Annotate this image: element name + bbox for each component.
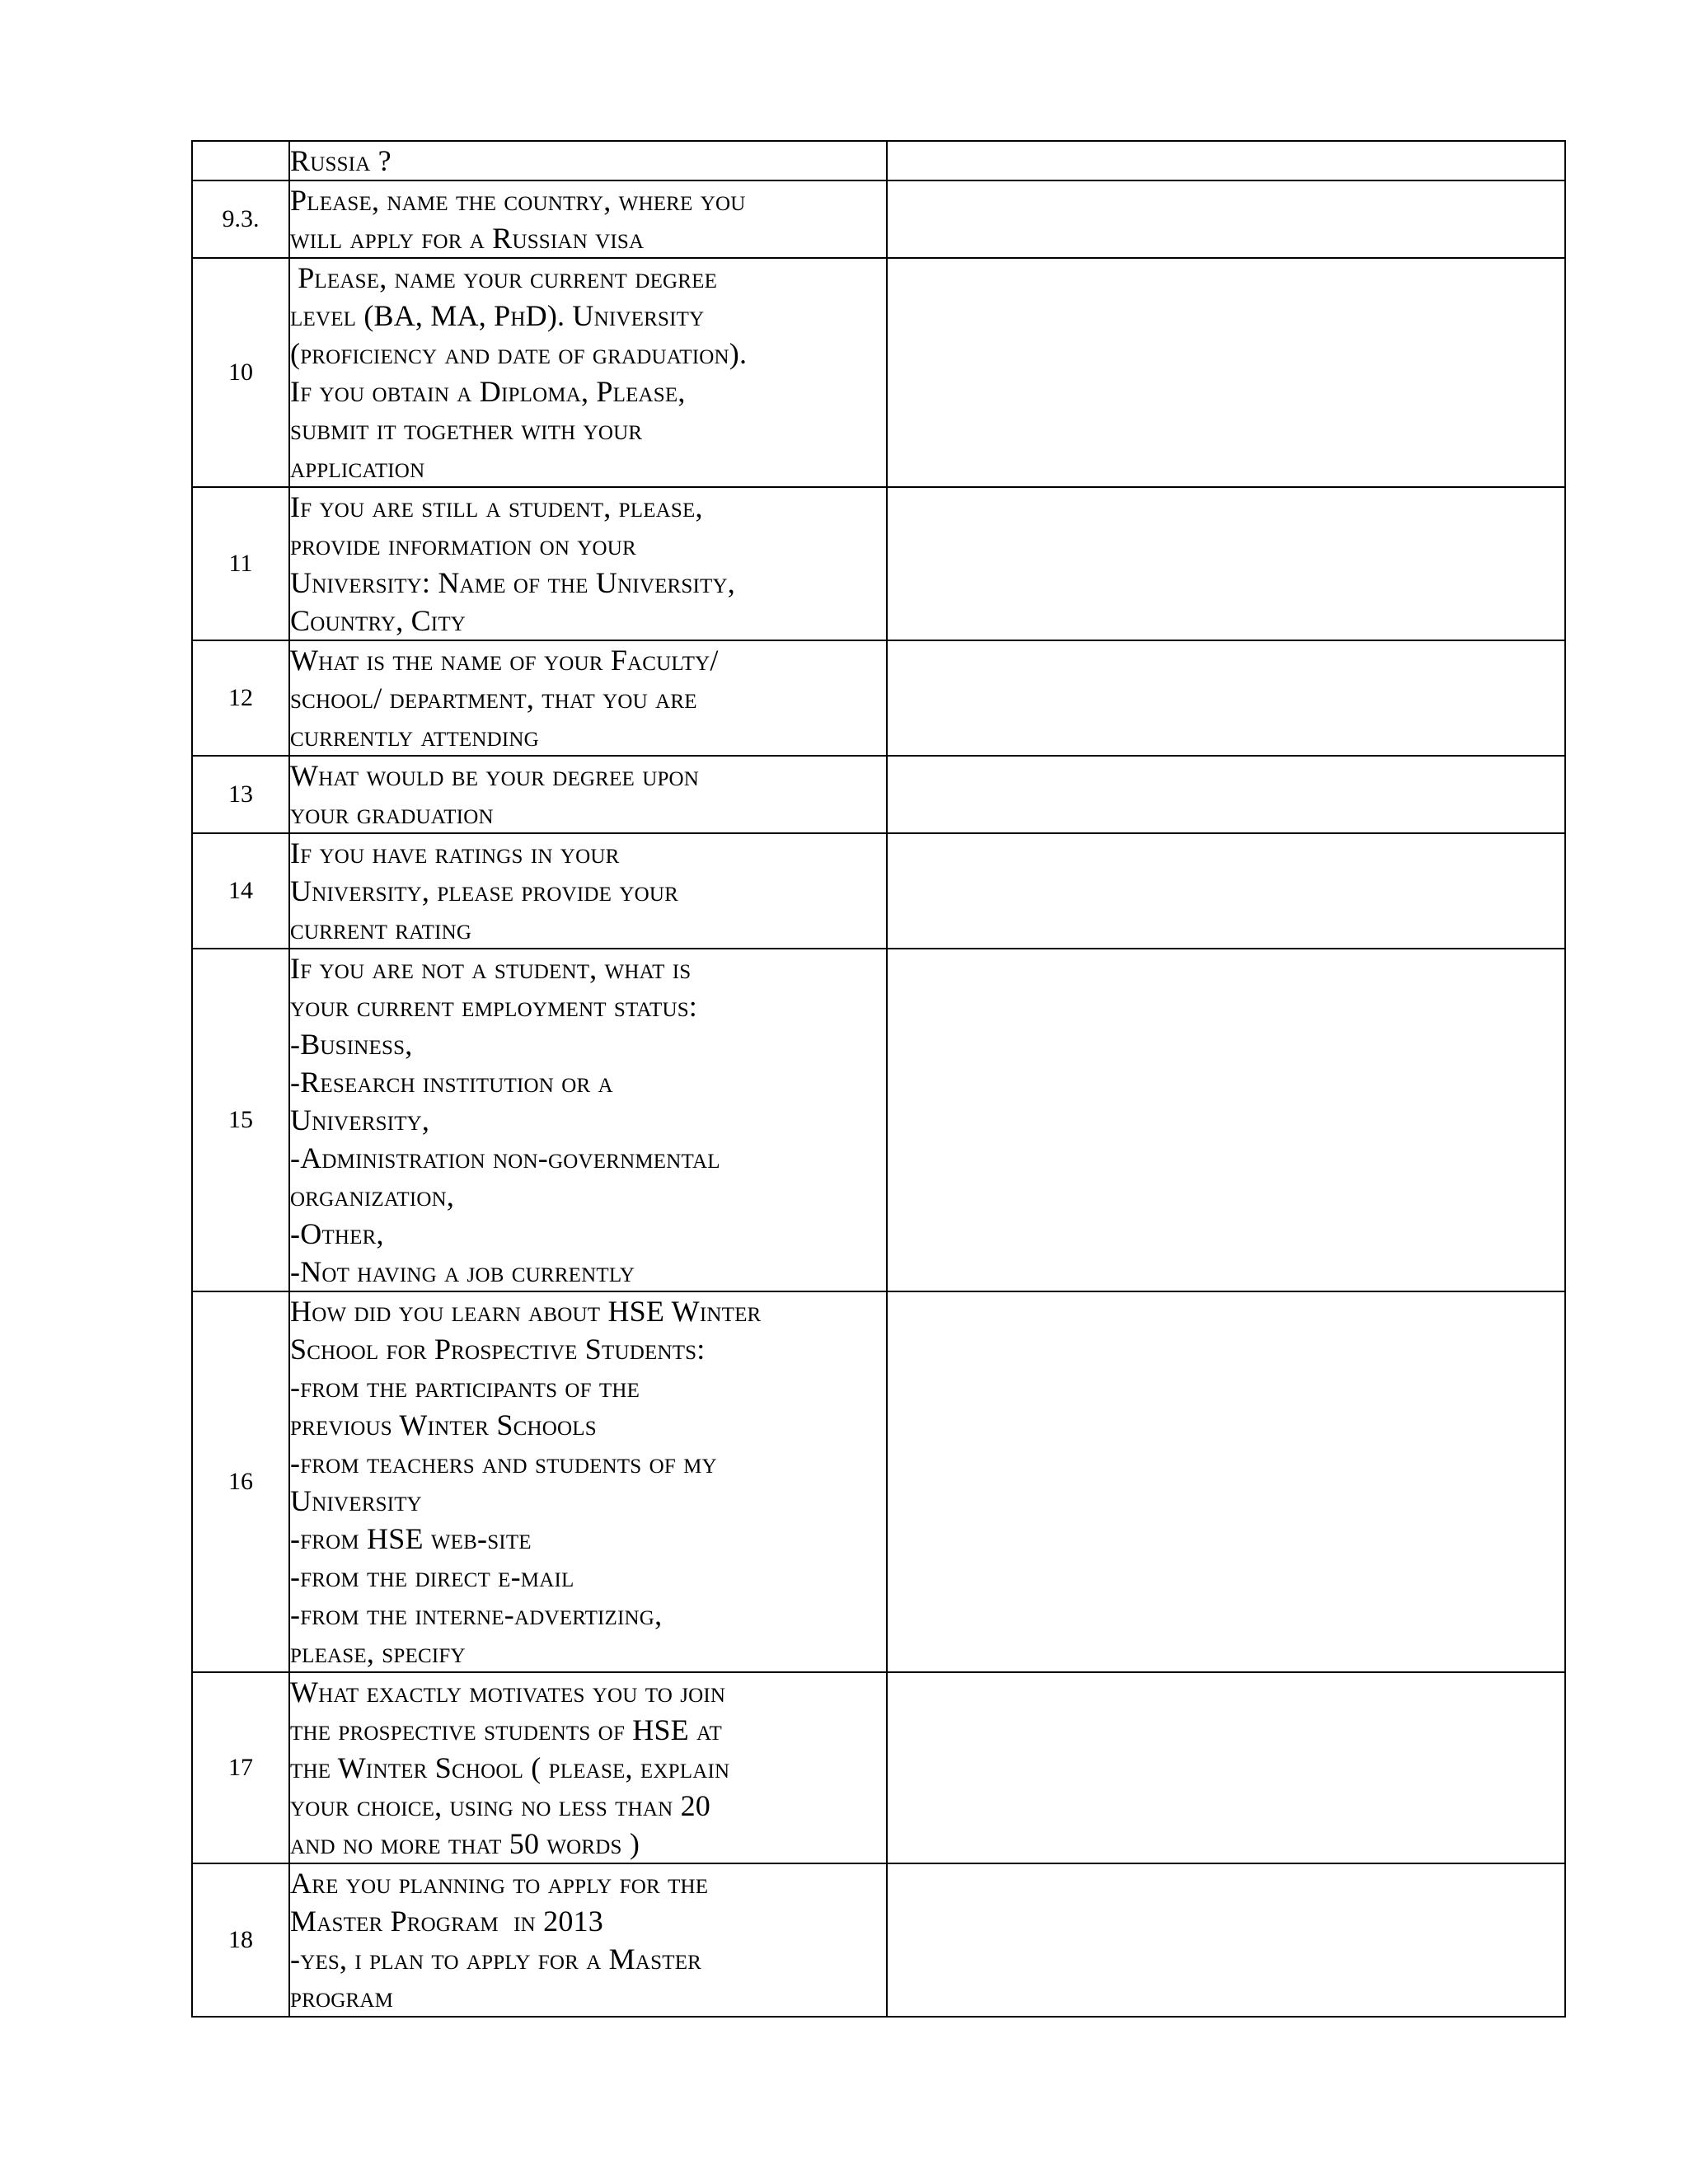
row-number: 11 <box>192 487 289 640</box>
answer-field[interactable] <box>887 949 1565 1291</box>
question-line: If you are not a student, what is <box>290 952 692 985</box>
question-line: Country, City <box>290 604 467 637</box>
question-line: provide information on your <box>290 528 636 561</box>
question-line: University: Name of the University, <box>290 566 735 599</box>
question-line: your current employment status: <box>290 990 698 1023</box>
row-number: 13 <box>192 756 289 833</box>
table-row <box>192 258 1565 487</box>
row-number: 15 <box>192 949 289 1291</box>
table-row <box>192 640 1565 756</box>
question-cell <box>289 180 887 258</box>
question-line: University, please provide your <box>290 874 678 907</box>
question-line: If you are still a student, please, <box>290 490 703 523</box>
question-line: University <box>290 1484 422 1517</box>
table-row <box>192 487 1565 640</box>
question-line: level (BA, MA, PhD). University <box>290 299 705 332</box>
answer-field[interactable] <box>887 487 1565 640</box>
row-number: 9.3. <box>192 180 289 258</box>
answer-field[interactable] <box>887 180 1565 258</box>
question-line: -Administration non-governmental <box>290 1141 720 1174</box>
question-cell <box>289 640 887 756</box>
question-cell <box>289 258 887 487</box>
question-line: -from the direct e-mail <box>290 1560 574 1593</box>
question-line: Are you planning to apply for the <box>290 1867 709 1900</box>
question-line: What exactly motivates you to join <box>290 1675 726 1708</box>
question-line: What is the name of your Faculty/ <box>290 644 719 677</box>
table-row <box>192 141 1565 180</box>
question-line: -from the participants of the <box>290 1371 640 1404</box>
question-line: previous Winter Schools <box>290 1408 597 1441</box>
question-line: If you obtain a Diploma, Please, <box>290 375 686 408</box>
answer-field[interactable] <box>887 756 1565 833</box>
question-cell <box>289 1863 887 2017</box>
table-row <box>192 180 1565 258</box>
question-cell <box>289 756 887 833</box>
question-line: What would be your degree upon <box>290 759 700 792</box>
answer-field[interactable] <box>887 141 1565 180</box>
answer-field[interactable] <box>887 1291 1565 1672</box>
table-row <box>192 949 1565 1291</box>
question-line: Russia ? <box>290 144 392 177</box>
question-line: your choice, using no less than 20 <box>290 1789 710 1822</box>
question-line: the Winter School ( please, explain <box>290 1751 730 1784</box>
question-line: and no more that 50 words ) <box>290 1827 640 1860</box>
question-line: Master Program in 2013 <box>290 1905 603 1938</box>
question-line: -Business, <box>290 1028 413 1061</box>
question-line: School for Prospective Students: <box>290 1333 706 1366</box>
question-line: currently attending <box>290 719 539 752</box>
row-number: 17 <box>192 1672 289 1863</box>
question-line: organization, <box>290 1179 455 1212</box>
question-line: the prospective students of HSE at <box>290 1713 723 1746</box>
question-cell <box>289 487 887 640</box>
question-line: your graduation <box>290 797 494 830</box>
question-line: will apply for a Russian visa <box>290 222 645 255</box>
answer-field[interactable] <box>887 1863 1565 2017</box>
table-row <box>192 1291 1565 1672</box>
question-cell <box>289 1291 887 1672</box>
question-line: University, <box>290 1104 430 1137</box>
table-row <box>192 756 1565 833</box>
row-number: 18 <box>192 1863 289 2017</box>
table-row <box>192 833 1565 949</box>
question-cell <box>289 141 887 180</box>
question-line: If you have ratings in your <box>290 837 620 869</box>
question-cell <box>289 1672 887 1863</box>
question-line: -from teachers and students of my <box>290 1446 717 1479</box>
question-line: -Research institution or a <box>290 1066 613 1099</box>
answer-field[interactable] <box>887 640 1565 756</box>
question-line: program <box>290 1980 394 2013</box>
question-line: submit it together with your <box>290 413 643 446</box>
question-line: please, specify <box>290 1636 466 1669</box>
question-line: current rating <box>290 912 472 945</box>
question-line: Please, name your current degree <box>290 261 718 294</box>
application-form-table <box>191 140 1566 2018</box>
table-row <box>192 1863 1565 2017</box>
answer-field[interactable] <box>887 1672 1565 1863</box>
question-line: -Other, <box>290 1217 384 1250</box>
question-line: -yes, i plan to apply for a Master <box>290 1943 702 1975</box>
question-line: school/ department, that you are <box>290 682 697 715</box>
row-number: 10 <box>192 258 289 487</box>
question-cell <box>289 949 887 1291</box>
question-line: -from the interne-advertizing, <box>290 1598 663 1631</box>
question-cell <box>289 833 887 949</box>
question-line: (proficiency and date of graduation). <box>290 337 748 370</box>
question-line: -from HSE web-site <box>290 1522 532 1555</box>
question-line: How did you learn about HSE Winter <box>290 1295 762 1328</box>
table-row <box>192 1672 1565 1863</box>
question-line: application <box>290 451 425 484</box>
row-number: 14 <box>192 833 289 949</box>
answer-field[interactable] <box>887 258 1565 487</box>
question-line: Please, name the country, where you <box>290 184 746 217</box>
row-number: 16 <box>192 1291 289 1672</box>
row-number: 12 <box>192 640 289 756</box>
question-line: -Not having a job currently <box>290 1255 635 1288</box>
row-number <box>192 141 289 180</box>
answer-field[interactable] <box>887 833 1565 949</box>
